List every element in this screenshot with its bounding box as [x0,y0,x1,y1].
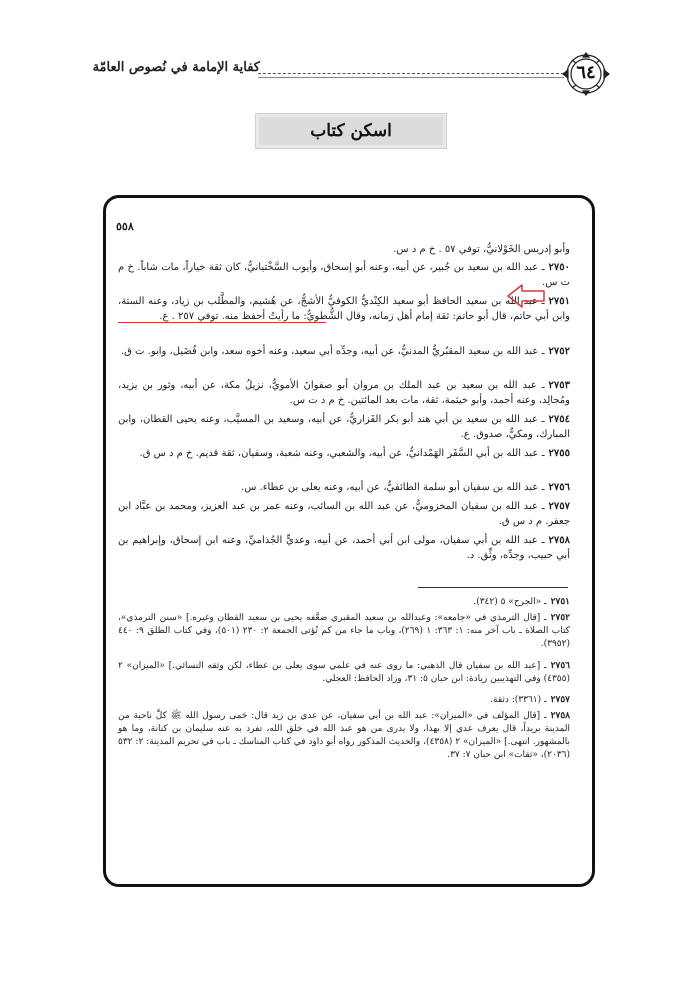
footnote-number: ٢٧٥٨ [550,711,570,721]
header-rule-secondary [258,77,564,78]
entry-text: ـ عبد الله بن أبي السَّفَر الهَمْدانيُّ، عن أبيه، والشعبي، وعنه شعبة، وسفيان، ثقة قديم. خ م د س ق. [139,448,545,459]
entry-number: ٢٧٥٥ [548,448,570,459]
entry-number: ٢٧٥٤ [548,414,570,425]
footnote [118,596,570,609]
entry-text: ـ عبد الله بن سفيان أبو سلمة الطائفيُّ، عن أبيه، وعنه يعلى بن عطاء. س. [241,482,545,493]
entry-number: ٢٧٥٢ [548,346,570,357]
page-number-medallion [560,50,612,98]
entry-text: ـ عبد الله بن أبي سفيان، مولى ابن أبي أحمد، عن أبيه، وعديٍّ الجُذاميِّ، وعنه ابن إسحاق، وإبراهيم بن أبي حبيب، وجدِّه، وثِّق. د. [118,535,570,561]
footnote [118,612,570,651]
entry-highlighted [118,294,570,324]
entry-text: ـ عبد الله بن سعيد المقبُريُّ المدنيُّ، عن أبيه، وجدِّه أبي سعيد، وعنه أخوه سعد، وابن فُضَيل، وابو. ت ق. [120,346,545,357]
entry-number: ٢٧٥١ [548,296,570,307]
scanned-page-number: ٥٥٨ [116,220,134,233]
footnote [118,694,570,707]
footnote-text: ـ [قال الترمذي في «جامعه»: وعبدالله بن سعيد المقبري ضعَّفه يحيى بن سعيد القطان وغيره.] «سنن الترمذي»، كتاب الصلاة ـ باب آخر منه: ١: ٣٦٣: ١ (٢٦٩)، وباب ما جاء من كم تُؤتى الجمعة ٢: ٢٣٠ (٥٠١)، وفي كتاب الطلق ٩: ٤٤٠ (٣٩٥٢). [118,613,570,649]
page-number: ٦٤ [576,62,596,83]
header-rule [258,73,564,74]
scan-book-button[interactable] [255,113,447,149]
entry-text: ـ عبد الله بن سعيد بن أبي هند أبو بكر الفَزاريُّ، عن أبيه، وسعيد بن المسيَّب، وعنه يحيى القطان، وابن المبارك، ومكيٌّ، صدوق. ع. [118,414,570,440]
footnote-number: ٢٧٥٦ [550,661,570,671]
footnote-text: ـ (٣٣٦١): دثقة. [490,695,547,705]
page-header [0,50,700,98]
entry-number: ٢٧٥٨ [548,535,570,546]
entry [118,242,570,257]
entry [118,378,570,408]
footnote [118,710,570,762]
entry-number: ٢٧٥٠ [548,262,570,273]
entry-text: ـ عبد الله بن سعيد بن عبد الملك بن مروان أبو صفوانَ الأمويُّ، نزيلُ مكة، عن أبيه، وثور بن يزيد، ومُجالِد، وعنه أحمد، وأبو خيثمة، ثقة، مات بعد المائتين. خ م د ت س. [118,380,570,406]
footnote [118,660,570,686]
entry [118,344,570,359]
entry [118,533,570,563]
highlight-underline [118,322,326,323]
entry-text: ـ عبد الله بن سعيد الحافظ أبو سعيد الكِنْديُّ الكوفيُّ الأشجُّ، عن هُشيم، والمطَّلب بن زياد، وعنه الستة، وابن أبي حاتم، قال أبو حاتم: ثقة إمام أهل زمانه، وقال الشُّطويُّ: ما رأيتُ أحفظ منه. توفي ٢٥٧ . ع. [118,296,570,322]
entry [118,412,570,442]
entry-text: وأبو إدريس الخَوْلانيُّ، توفي ٥٧ . خ م د س. [393,244,570,255]
footnote-number: ٢٧٥٧ [550,695,570,705]
entry-text: ـ عبد الله بن سفيان المخزوميُّ، عن عبد الله بن السائب، وعنه عمر بن عبد العزيز، ومحمد بن عبَّاد ابن جعفر. م د س ق. [118,501,570,527]
footnote-text: ـ [عبد الله بن سفيان قال الذهبي: ما روى عنه في علمي سوى يعلى بن عطاء، لكن وثقه النسائي.] «الميزان» ٢ (٤٣٥٥) وفي التهذيبين زيادة: ابن حبان ٥: ٣١، وزاد الحافظ: العجلي. [118,661,570,684]
footnote-divider [418,587,568,588]
entry [118,446,570,461]
footnote-number: ٢٧٥١ [550,597,570,607]
entry [118,480,570,495]
entry [118,499,570,529]
book-title: كفاية الإمامة في نُصوص العامّة [92,60,260,75]
entry-number: ٢٧٥٦ [548,482,570,493]
entry-number: ٢٧٥٧ [548,501,570,512]
entry-text: ـ عبد الله بن سعيد بن جُبير، عن أبيه، وعنه أبو إسحاق، وأيوب السَّخْتيانيُّ، كان ثقة خياراً، مات شاباً. خ م ت س. [118,262,570,288]
scan-book-button-label: اسكن كتاب [310,121,392,141]
pointer-arrow-icon [506,283,546,309]
footnote-text: ـ «الجرح» ٥ (٣٤٢). [473,597,547,607]
footnote-text: ـ [قال المؤلف في «الميزان»: عبد الله بن أبي سفيان، عن عدي بن زيد قال: حَمى رسول الله ﷺ كلَّ ناحية من المدينة بريداً، قال يعرف عدي إلا بهذا، ولا يدرى من هو عبد الله في خلق الله، تفرد به عنه سليمان بن كنانة، وما هو بالمشهور. انتهى.] «الميزان» ٢ (٤٣٥٨)، والحديث المذكور رواه أبو داود في كتاب المناسك ـ باب في تحريم المدينة: ٢: ٥٣٢ (٢٠٣٦)، «ثقات» ابن حبان ٧: ٣٧. [118,711,570,760]
entry [118,260,570,290]
footnote-number: ٢٧٥٢ [550,613,570,623]
entry-number: ٢٧٥٣ [548,380,570,391]
